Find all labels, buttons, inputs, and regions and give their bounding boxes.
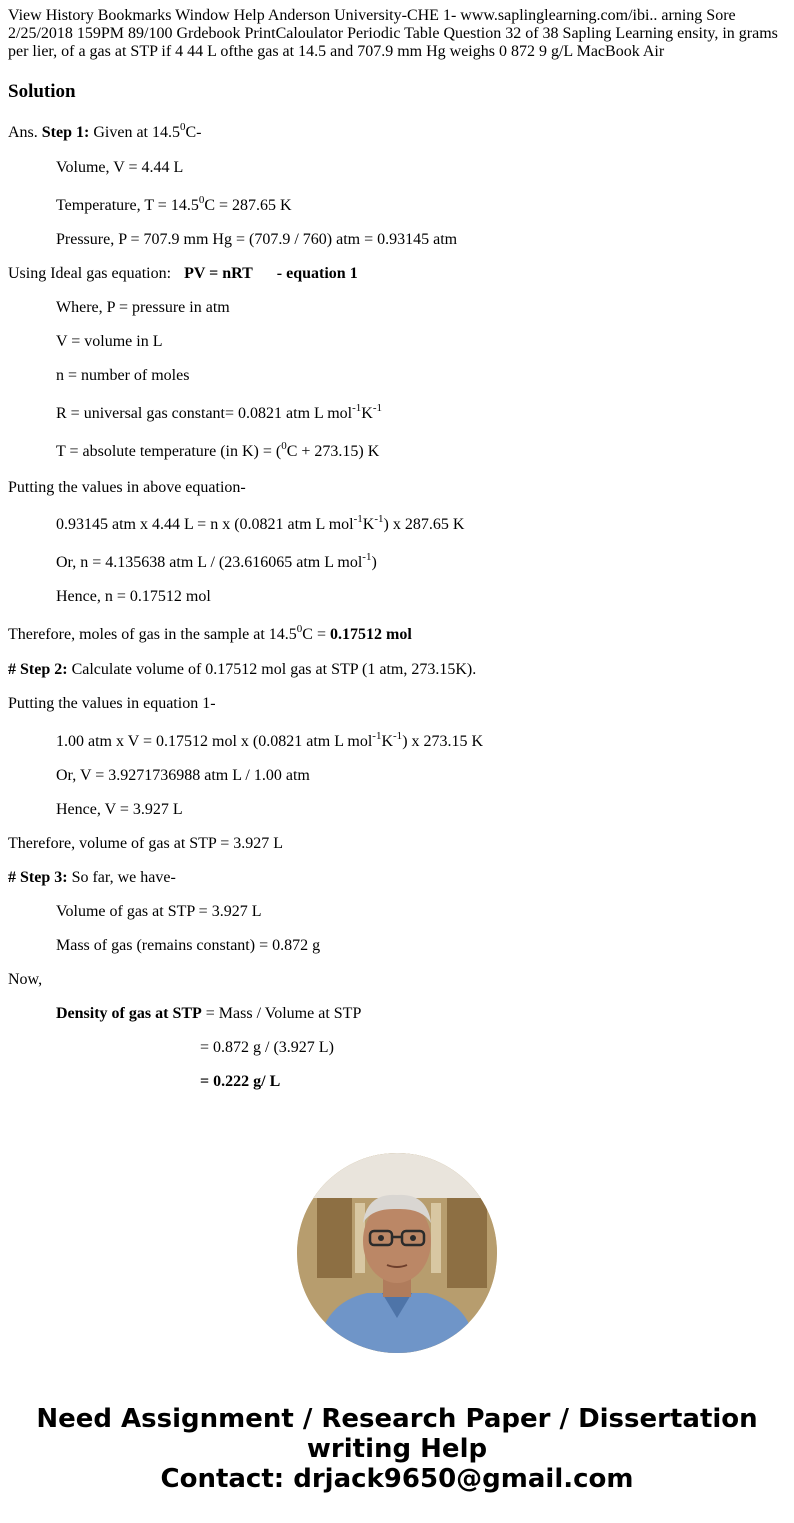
- where-v-line: V = volume in L: [56, 333, 163, 350]
- putting-values-2-line: Putting the values in equation 1-: [8, 695, 216, 712]
- question-text: View History Bookmarks Window Help Anderson University-CHE 1- www.saplinglearning.com/ibi.. arning Sore 2/25/2018 159PM 89/100 Grdebook PrintCaloulator Periodic Table Question 32 of 38 Sapling Learning ensity, in grams per lier, of a gas at STP if 4 44 L ofthe gas at 14.5 and 707.9 mm Hg weighs 0 872 9 g/L MacBook Air: [8, 7, 778, 60]
- where-n-line: n = number of moles: [56, 367, 190, 384]
- density-calc-line: = 0.872 g / (3.927 L): [200, 1039, 334, 1056]
- have-volume-line: Volume of gas at STP = 3.927 L: [56, 903, 262, 920]
- temperature-line: Temperature, $T = 14.5^0C = 287.65$ K: [56, 193, 292, 214]
- solution-heading: Solution: [8, 81, 76, 102]
- footer-line2: writing Help: [306, 1434, 488, 1464]
- therefore-moles-line: Therefore, moles of gas in the sample at $14.5^0C = 0.17512$ mol: [8, 622, 412, 643]
- footer-line1: Need Assignment / Research Paper / Dissertation: [36, 1404, 758, 1434]
- step2-line: # Step 2: Calculate volume of 0.17512 mol gas at STP (1 atm, 273.15K).: [8, 661, 477, 678]
- density-result-line: = 0.222 g/ L: [200, 1073, 281, 1090]
- where-r-line: R = universal gas constant= 0.0821 atm L $mol^{-1}K^{-1}$: [56, 401, 382, 422]
- calc5-line: Or, V = 3.9271736988 atm L / 1.00 atm: [56, 767, 310, 784]
- calc6-line: Hence, V = 3.927 L: [56, 801, 183, 818]
- ideal-gas-line: Using Ideal gas equation: PV = nRT - equation 1: [8, 265, 358, 282]
- author-photo: [297, 1153, 497, 1353]
- putting-values-line: Putting the values in above equation-: [8, 479, 246, 496]
- pressure-line: Pressure, P = 707.9 mm Hg = (707.9 / 760) atm = 0.93145 atm: [56, 231, 458, 248]
- therefore-volume-line: Therefore, volume of gas at STP = 3.927 L: [8, 835, 284, 852]
- volume-line: Volume, V = 4.44 L: [56, 159, 184, 176]
- footer-contact: Contact: drjack9650@gmail.com: [160, 1464, 634, 1494]
- calc4-line: 1.00 atm x V = 0.17512 mol x (0.0821 atm L $mol^{-1}K^{-1}$) x 273.15 K: [56, 729, 484, 750]
- step3-line: # Step 3: So far, we have-: [8, 869, 176, 886]
- density-line: Density of gas at STP = Mass / Volume at STP: [56, 1005, 362, 1022]
- where-t-line: T = absolute temperature (in K) = ($^0$C + 273.15) K: [56, 439, 380, 460]
- calc3-line: Hence, n = 0.17512 mol: [56, 588, 211, 605]
- where-p-line: Where, P = pressure in atm: [56, 299, 230, 316]
- now-line: Now,: [8, 971, 43, 988]
- calc2-line: Or, n = 4.135638 atm L / (23.616065 atm L mol$^{-1}$): [56, 550, 377, 571]
- calc1-line: 0.93145 atm x 4.44 L = n x (0.0821 atm L $mol^{-1}K^{-1}$) x 287.65 K: [56, 512, 465, 533]
- step1-line: Ans. Step 1: Given at 14.5$^0$C-: [8, 120, 202, 141]
- have-mass-line: Mass of gas (remains constant) = 0.872 g: [56, 937, 321, 954]
- author-portrait-image: [297, 1153, 497, 1353]
